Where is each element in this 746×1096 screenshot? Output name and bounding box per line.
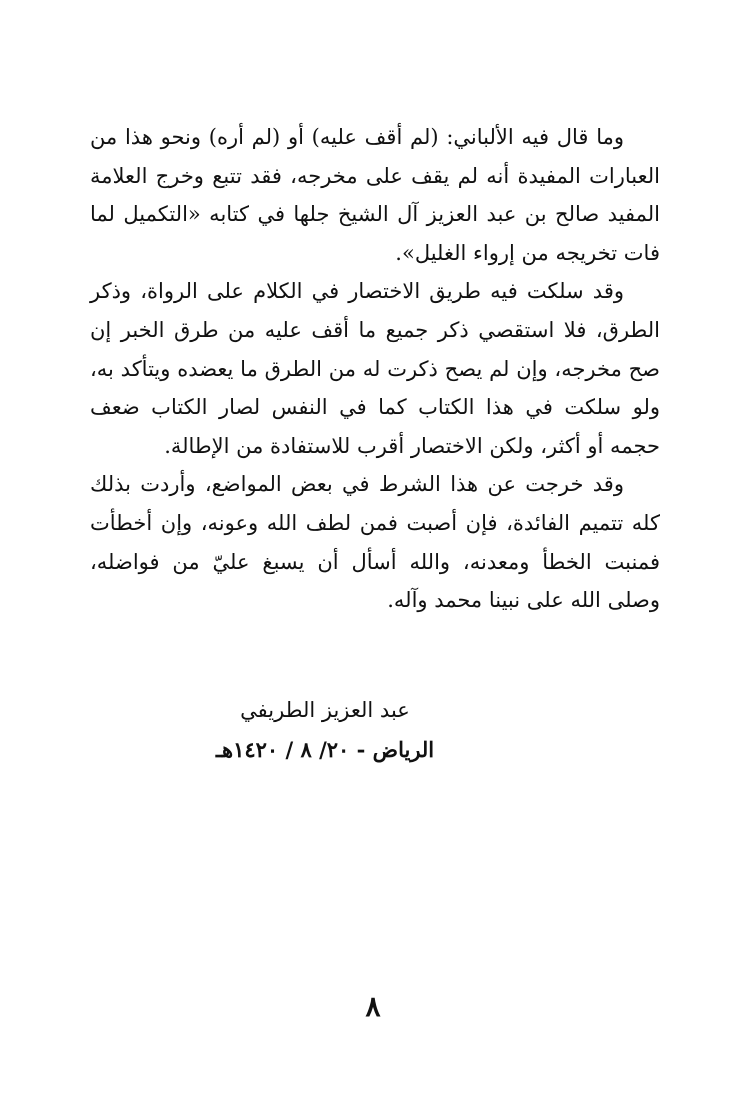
author-name: عبد العزيز الطريفي [240, 698, 410, 722]
paragraph-2: وقد سلكت فيه طريق الاختصار في الكلام على الرواة، وذكر الطرق، فلا استقصي ذكر جميع ما أقف عليه من طرق الخبر إن صح مخرجه، وإن لم يصح ذكرت له من الطرق ما يعضده ويتأكد به، ولو سلكت في هذا الكتاب كما في النفس لصار الكتاب ضعف حجمه أو أكثر، ولكن الاختصار أقرب للاستفادة من الإطالة. [90, 279, 660, 458]
paragraph-3: وقد خرجت عن هذا الشرط في بعض المواضع، وأردت بذلك كله تتميم الفائدة، فإن أصبت فمن لطف الله وعونه، وإن أخطأت فمنبت الخطأ ومعدنه، والله أسأل أن يسبغ عليّ من فواضله، وصلى الله على نبينا محمد وآله. [90, 472, 660, 613]
body-text [90, 118, 660, 620]
signature-block [200, 690, 450, 770]
page-number: ٨ [365, 990, 381, 1023]
place-date: الرياض - ٢٠/ ٨ / ١٤٢٠هـ [215, 737, 435, 762]
paragraph-1: وما قال فيه الألباني: (لم أقف عليه) أو (لم أره) ونحو هذا من العبارات المفيدة أنه لم يقف على مخرجه، فقد تتبع وخرج العلامة المفيد صالح بن عبد العزيز آل الشيخ جلها في كتابه «التكميل لما فات تخريجه من إرواء الغليل». [90, 125, 660, 265]
